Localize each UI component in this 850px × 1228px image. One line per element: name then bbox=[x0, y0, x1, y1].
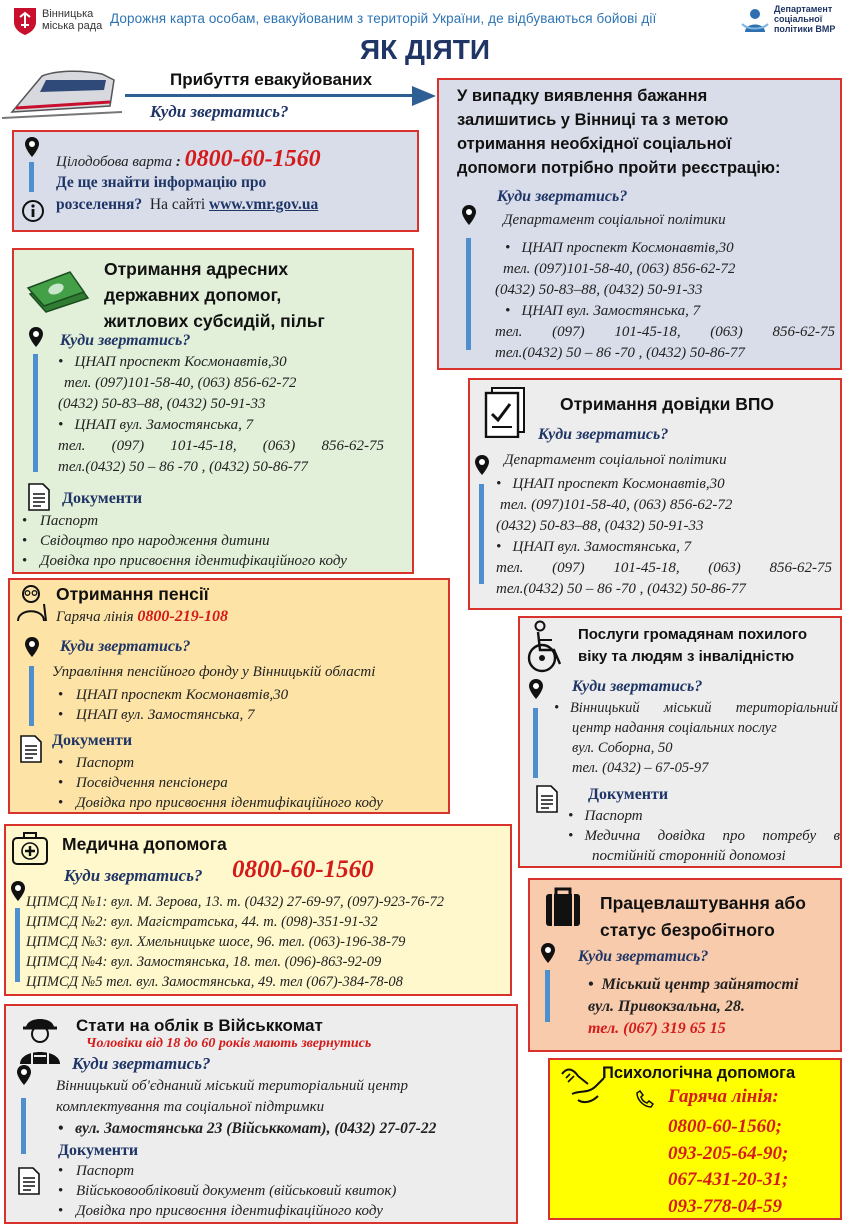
medical-box bbox=[4, 824, 512, 996]
info-question-line2: розселення? bbox=[56, 196, 143, 213]
elderly-title-line: віку та людям з інвалідністю bbox=[578, 648, 795, 665]
doc-item: • Свідоцтво про народження дитини bbox=[18, 531, 347, 551]
info-icon bbox=[22, 200, 44, 222]
document-icon bbox=[18, 734, 44, 764]
train-icon bbox=[2, 62, 122, 122]
vpo-where: Куди звертатись? bbox=[538, 426, 669, 443]
contact-line: тел. (097)101-58-40, (063) 856-62-72 bbox=[500, 497, 733, 513]
accent-bar bbox=[533, 708, 538, 778]
arrival-title: Прибуття евакуйованих bbox=[170, 70, 373, 89]
elderly-services-box bbox=[518, 616, 842, 868]
pension-box bbox=[8, 578, 450, 814]
location-pin-icon bbox=[24, 136, 40, 158]
medical-phone: 0800-60-1560 bbox=[232, 856, 374, 883]
contact-line: тел.(0432) 50 – 86 -70 , (0432) 50-86-77 bbox=[495, 345, 745, 361]
doc-item: • Паспорт bbox=[54, 1161, 396, 1181]
location-pin-icon bbox=[24, 636, 40, 658]
accent-bar bbox=[15, 908, 20, 982]
contact-line: • ЦНАП проспект Космонавтів,30 bbox=[496, 476, 725, 492]
contact-line: • ЦНАП вул. Замостянська, 7 bbox=[505, 303, 701, 319]
military-org-line: Вінницький об'єднаний міський територіальний центр bbox=[56, 1078, 408, 1094]
contact-line: (0432) 50-83–88, (0432) 50-91-33 bbox=[58, 396, 266, 412]
psych-hotline-label: Гаряча лінія: bbox=[668, 1086, 779, 1107]
employment-address: вул. Привокзальна, 28. bbox=[588, 998, 745, 1015]
checklist-document-icon bbox=[482, 384, 530, 438]
psychological-help-box bbox=[548, 1058, 842, 1220]
contact-line: тел. (0432) – 67-05-97 bbox=[572, 760, 709, 776]
briefcase-icon bbox=[544, 886, 582, 928]
contact-line: (0432) 50-83–88, (0432) 50-91-33 bbox=[496, 518, 704, 534]
pension-docs-list bbox=[54, 753, 383, 813]
doc-item: • Посвідчення пенсіонера bbox=[54, 773, 383, 793]
subsidy-contacts bbox=[58, 352, 384, 478]
location-pin-icon bbox=[28, 326, 44, 348]
doc-item-continuation: постійній сторонній допомозі bbox=[592, 848, 786, 864]
military-docs-list bbox=[54, 1161, 396, 1221]
document-icon bbox=[26, 482, 52, 512]
registration-box bbox=[437, 78, 842, 370]
contact-line: тел. (097) 101-45-18, (063) 856-62-75 bbox=[58, 438, 384, 454]
location-pin-icon bbox=[10, 880, 26, 902]
clinic-item: ЦПМСД №1: вул. М. Зерова, 13. т. (0432) 27-69-97, (097)-923-76-72 bbox=[26, 894, 444, 910]
contact-line: • Вінницький міський територіальний bbox=[554, 700, 838, 716]
military-where: Куди звертатись? bbox=[72, 1054, 211, 1073]
contact-line: • ЦНАП проспект Космонавтів,30 bbox=[505, 240, 734, 256]
employment-title-line: статус безробітного bbox=[600, 920, 775, 940]
doc-item: • Медична довідка про потребу в bbox=[568, 828, 840, 844]
subsidy-title-line: житлових субсидій, пільг bbox=[104, 311, 325, 331]
psych-phones bbox=[668, 1114, 788, 1220]
contact-line: тел.(0432) 50 – 86 -70 , (0432) 50-86-77 bbox=[58, 459, 308, 475]
location-pin-icon bbox=[528, 678, 544, 700]
subsidy-box bbox=[12, 248, 414, 574]
banner-text: Дорожня карта особам, евакуйованим з територій України, де відбуваються бойові дії bbox=[110, 11, 657, 26]
subsidy-where: Куди звертатись? bbox=[60, 332, 191, 349]
registration-title-line: допомоги потрібно пройти реєстрацію: bbox=[457, 159, 781, 177]
money-icon bbox=[24, 268, 92, 314]
elderly-title-line: Послуги громадянам похилого bbox=[578, 626, 808, 643]
logo-left-text: Вінницька міська рада bbox=[42, 8, 103, 32]
pension-title: Отримання пенсії bbox=[56, 584, 209, 604]
doc-item: • Довідка про присвоєння ідентифікаційного коду bbox=[18, 551, 347, 571]
clinic-item: ЦПМСД №2: вул. Магістратська, 44. т. (098)-351-91-32 bbox=[26, 914, 378, 930]
pension-org: Управління пенсійного фонду у Вінницькій області bbox=[52, 664, 376, 680]
document-icon bbox=[16, 1166, 42, 1196]
medical-where: Куди звертатись? bbox=[64, 866, 203, 885]
city-coat-of-arms-icon bbox=[12, 6, 38, 36]
address-item: • ЦНАП вул. Замостянська, 7 bbox=[54, 705, 288, 725]
clinic-item: ЦПМСД №4: вул. Замостянська, 18. тел. (096)-863-92-09 bbox=[26, 954, 382, 970]
military-org-line: комплектування та соціальної підтримки bbox=[56, 1099, 325, 1115]
helping-hands-icon bbox=[558, 1064, 608, 1108]
contact-line: тел. (097) 101-45-18, (063) 856-62-75 bbox=[495, 324, 835, 340]
contact-line: тел. (097)101-58-40, (063) 856-62-72 bbox=[503, 261, 736, 277]
registration-title-line: У випадку виявлення бажання bbox=[457, 87, 708, 105]
accent-bar bbox=[29, 162, 34, 192]
location-pin-icon bbox=[474, 454, 490, 476]
vpo-contacts bbox=[496, 474, 832, 600]
accent-bar bbox=[466, 238, 471, 350]
contact-line: • ЦНАП вул. Замостянська, 7 bbox=[58, 417, 254, 433]
registration-where: Куди звертатись? bbox=[497, 188, 628, 205]
elderly-person-icon bbox=[14, 582, 50, 622]
vpo-dept: Департамент соціальної політики bbox=[504, 452, 727, 468]
military-org bbox=[56, 1076, 408, 1118]
site-link[interactable]: www.vmr.gov.ua bbox=[209, 196, 319, 213]
medical-kit-icon bbox=[10, 828, 50, 868]
arrival-where: Куди звертатись? bbox=[150, 102, 289, 121]
accent-bar bbox=[21, 1098, 26, 1154]
clinics-list bbox=[26, 892, 444, 992]
logo-right-text: Департамент соціальної політики ВМР bbox=[774, 4, 836, 34]
subsidy-title-line: Отримання адресних bbox=[104, 259, 289, 279]
employment-box bbox=[528, 878, 842, 1052]
address-item: • ЦНАП проспект Космонавтів,30 bbox=[54, 685, 288, 705]
contact-line: тел.(0432) 50 – 86 -70 , (0432) 50-86-77 bbox=[496, 581, 746, 597]
contact-line: тел. (097) 101-45-18, (063) 856-62-75 bbox=[496, 560, 832, 576]
hotline-colon: : bbox=[175, 154, 181, 170]
clinic-item: ЦПМСД №3: вул. Хмельницьке шосе, 96. тел. (063)-196-38-79 bbox=[26, 934, 406, 950]
registration-contacts bbox=[495, 238, 835, 364]
hotline-phone: 0800-60-1560 bbox=[184, 146, 321, 172]
military-docs-title: Документи bbox=[58, 1142, 139, 1159]
contact-line: центр надання соціальних послуг bbox=[572, 720, 777, 736]
location-pin-icon bbox=[16, 1064, 32, 1086]
doc-item: • Довідка про присвоєння ідентифікаційного коду bbox=[54, 793, 383, 813]
site-prefix: На сайті bbox=[149, 196, 206, 213]
doc-item: • Паспорт bbox=[54, 753, 383, 773]
registration-title bbox=[457, 84, 781, 180]
arrival-arrow-head-icon bbox=[412, 86, 436, 106]
doc-item: • Військовообліковий документ (військовий квиток) bbox=[54, 1181, 396, 1201]
doc-item: • Паспорт bbox=[18, 511, 347, 531]
document-icon bbox=[534, 784, 560, 814]
subsidy-title-line: державних допомог, bbox=[104, 285, 282, 305]
accent-bar bbox=[479, 484, 484, 584]
elderly-docs-title: Документи bbox=[588, 786, 669, 803]
psych-title: Психологічна допомога bbox=[602, 1064, 796, 1082]
psych-phone-item: 093-205-64-90; bbox=[668, 1142, 789, 1164]
accent-bar bbox=[545, 970, 550, 1022]
medical-title: Медична допомога bbox=[62, 834, 227, 854]
info-question-line1: Де ще знайти інформацію про bbox=[56, 174, 267, 191]
elderly-docs-list bbox=[568, 806, 840, 866]
page-title: ЯК ДІЯТИ bbox=[359, 34, 491, 65]
hotline-label: Цілодобова варта bbox=[56, 154, 173, 170]
arrival-arrow-line bbox=[125, 94, 415, 97]
doc-item: • Паспорт bbox=[568, 808, 643, 824]
doc-item: • Довідка про присвоєння ідентифікаційного коду bbox=[54, 1201, 396, 1221]
pension-address-list bbox=[54, 685, 288, 725]
military-note: Чоловіки від 18 до 60 років мають звернутись bbox=[86, 1036, 372, 1051]
phone-icon bbox=[636, 1090, 654, 1108]
military-address: • вул. Замостянська 23 (Військкомат), (0432) 27-07-22 bbox=[58, 1120, 437, 1137]
employment-where: Куди звертатись? bbox=[578, 948, 709, 965]
subsidy-docs-title: Документи bbox=[62, 490, 143, 507]
registration-dept: Департамент соціальної політики bbox=[503, 212, 726, 228]
subsidy-docs-list bbox=[18, 511, 347, 571]
subsidy-title bbox=[104, 256, 325, 334]
military-registration-box bbox=[4, 1004, 518, 1224]
vpo-title: Отримання довідки ВПО bbox=[560, 394, 775, 414]
pension-where: Куди звертатись? bbox=[60, 638, 191, 655]
psych-phone-item: 093-778-04-59 bbox=[668, 1195, 782, 1217]
department-logo-icon bbox=[740, 4, 770, 34]
contact-line: • ЦНАП вул. Замостянська, 7 bbox=[496, 539, 692, 555]
military-title: Стати на облік в Військкомат bbox=[76, 1016, 323, 1035]
elderly-where: Куди звертатись? bbox=[572, 678, 703, 695]
elderly-title bbox=[578, 624, 807, 668]
employment-title-line: Працевлаштування або bbox=[600, 893, 806, 913]
clinic-item: ЦПМСД №5 тел. вул. Замостянська, 49. тел (067)-384-78-08 bbox=[26, 974, 403, 990]
psych-phone-item: 0800-60-1560; bbox=[668, 1116, 782, 1137]
elderly-contacts bbox=[554, 698, 838, 778]
location-pin-icon bbox=[540, 942, 556, 964]
accent-bar bbox=[29, 666, 34, 726]
employment-title bbox=[600, 890, 806, 944]
pension-hotline-phone: 0800-219-108 bbox=[137, 608, 229, 625]
psych-phone-item: 067-431-20-31; bbox=[668, 1169, 789, 1190]
pension-docs-title: Документи bbox=[52, 732, 133, 749]
pension-hotline-label: Гаряча лінія bbox=[56, 609, 134, 625]
vpo-certificate-box bbox=[468, 378, 842, 610]
contact-line: вул. Соборна, 50 bbox=[572, 740, 673, 756]
hotline-box bbox=[12, 130, 419, 232]
registration-title-line: залишитись у Вінниці та з метою bbox=[457, 111, 729, 129]
accent-bar bbox=[33, 354, 38, 472]
contact-line: тел. (097)101-58-40, (063) 856-62-72 bbox=[64, 375, 297, 391]
registration-title-line: отримання необхідної соціальної bbox=[457, 135, 732, 153]
contact-line: (0432) 50-83–88, (0432) 50-91-33 bbox=[495, 282, 703, 298]
employment-phone: тел. (067) 319 65 15 bbox=[588, 1020, 726, 1037]
contact-line: • ЦНАП проспект Космонавтів,30 bbox=[58, 354, 287, 370]
soldier-icon bbox=[14, 1010, 66, 1066]
employment-center: • Міський центр зайнятості bbox=[588, 976, 799, 993]
wheelchair-icon bbox=[522, 620, 572, 674]
location-pin-icon bbox=[461, 204, 477, 226]
